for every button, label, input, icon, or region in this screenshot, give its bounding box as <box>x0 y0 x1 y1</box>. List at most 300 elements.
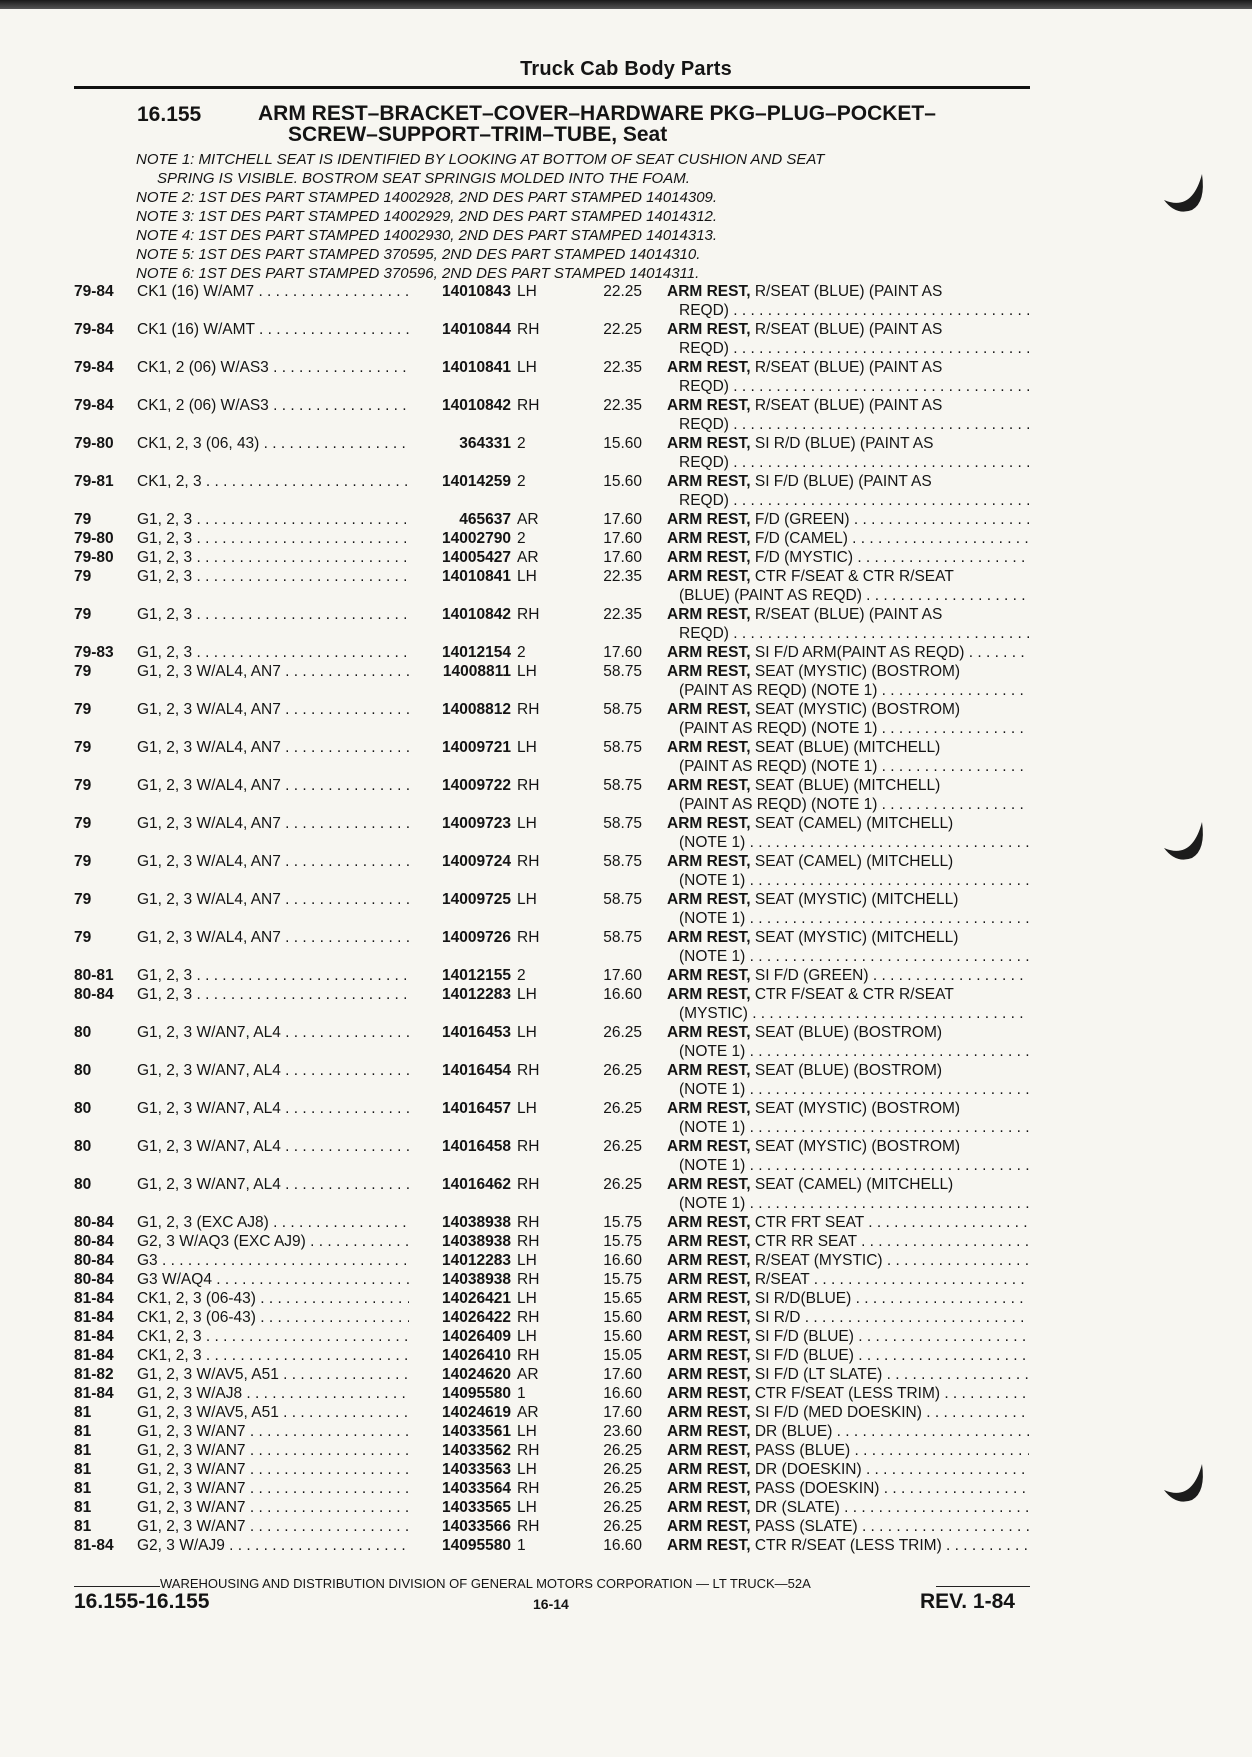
binder-hole-mark <box>1162 820 1208 866</box>
parts-list <box>0 282 1252 1555</box>
part-number: 14026410 <box>442 1347 511 1364</box>
description <box>667 605 1029 643</box>
description <box>667 510 1029 529</box>
description-name: ARM REST, <box>667 606 751 623</box>
model-years: 79-84 <box>74 359 114 376</box>
list-item <box>0 320 1252 358</box>
part-number: 14010842 <box>442 606 511 623</box>
model-years: 79 <box>74 777 92 794</box>
quantity: AR <box>517 549 539 566</box>
description-detail: F/D (MYSTIC) <box>750 549 854 566</box>
description-detail: SEAT (MYSTIC) (BOSTROM) <box>750 1138 961 1155</box>
description <box>667 1270 1029 1289</box>
quantity: RH <box>517 929 540 946</box>
description <box>667 1251 1029 1270</box>
description <box>667 776 1029 814</box>
application: CK1, 2 (06) W/AS3 . . . <box>137 396 409 415</box>
part-number: 14010842 <box>442 397 511 414</box>
quantity: 2 <box>517 967 526 984</box>
price: 26.25 <box>603 1518 642 1535</box>
model-years: 80 <box>74 1176 92 1193</box>
description <box>667 1099 1029 1137</box>
application: G2, 3 W/AQ3 (EXC AJ9) . . . <box>137 1232 409 1251</box>
quantity: RH <box>517 1233 540 1250</box>
model-years: 79 <box>74 663 92 680</box>
description-detail: DR (SLATE) <box>750 1499 840 1516</box>
description-name: ARM REST, <box>667 815 751 832</box>
description <box>667 434 1029 472</box>
quantity: RH <box>517 1518 540 1535</box>
quantity: AR <box>517 511 539 528</box>
description-line-1 <box>667 643 1029 662</box>
price: 16.60 <box>603 1385 642 1402</box>
list-item <box>0 1289 1252 1308</box>
description-line-1 <box>667 396 1029 415</box>
description-name: ARM REST, <box>667 1252 751 1269</box>
application: G1, 2, 3 W/AL4, AN7 . . . <box>137 700 409 719</box>
price: 17.60 <box>603 530 642 547</box>
model-years: 81 <box>74 1423 92 1440</box>
description <box>667 1289 1029 1308</box>
description <box>667 1441 1029 1460</box>
price: 22.25 <box>603 283 642 300</box>
description-detail: F/D (CAMEL) <box>750 530 848 547</box>
application: G1, 2, 3 . . . <box>137 548 409 567</box>
application: G1, 2, 3 W/AN7 . . . <box>137 1441 409 1460</box>
model-years: 79-80 <box>74 530 114 547</box>
application: G1, 2, 3 W/AN7 . . . <box>137 1479 409 1498</box>
part-number: 14038938 <box>442 1233 511 1250</box>
price: 26.25 <box>603 1024 642 1041</box>
description-line-1 <box>667 605 1029 624</box>
description-line-1 <box>667 1536 1029 1555</box>
quantity: RH <box>517 1442 540 1459</box>
quantity: LH <box>517 1252 537 1269</box>
model-years: 80-84 <box>74 1271 114 1288</box>
description-detail: SEAT (BLUE) (MITCHELL) <box>750 739 941 756</box>
description <box>667 985 1029 1023</box>
description-name: ARM REST, <box>667 929 751 946</box>
list-item <box>0 1232 1252 1251</box>
description-name: ARM REST, <box>667 777 751 794</box>
description-detail: PASS (DOESKIN) <box>750 1480 880 1497</box>
application: G1, 2, 3 W/AN7 . . . <box>137 1498 409 1517</box>
description-line-1 <box>667 548 1029 567</box>
description-line-1 <box>667 1232 1029 1251</box>
application: G1, 2, 3 (EXC AJ8) . . . <box>137 1213 409 1232</box>
part-number: 14026421 <box>442 1290 511 1307</box>
quantity: 1 <box>517 1385 526 1402</box>
part-number: 14095580 <box>442 1385 511 1402</box>
price: 17.60 <box>603 644 642 661</box>
description-line-2: (NOTE 1) . . . <box>667 871 1029 890</box>
application: CK1, 2, 3 . . . <box>137 1327 409 1346</box>
list-item <box>0 1137 1252 1175</box>
application: G1, 2, 3 W/AN7 . . . <box>137 1422 409 1441</box>
part-number: 14095580 <box>442 1537 511 1554</box>
part-number: 465637 <box>459 511 511 528</box>
description <box>667 643 1029 662</box>
list-item <box>0 529 1252 548</box>
description-detail: SI F/D (BLUE) <box>750 1347 854 1364</box>
description-line-1 <box>667 434 1029 453</box>
application: G1, 2, 3 W/AV5, A51 . . . <box>137 1403 409 1422</box>
quantity: LH <box>517 1423 537 1440</box>
description-line-2: (NOTE 1) . . . <box>667 947 1029 966</box>
price: 26.25 <box>603 1100 642 1117</box>
price: 17.60 <box>603 1404 642 1421</box>
description <box>667 396 1029 434</box>
list-item <box>0 985 1252 1023</box>
note-line: NOTE 5: 1ST DES PART STAMPED 370595, 2ND DES PART STAMPED 14014310. <box>136 246 701 263</box>
model-years: 79 <box>74 606 92 623</box>
price: 17.60 <box>603 967 642 984</box>
part-number: 14012283 <box>442 1252 511 1269</box>
quantity: LH <box>517 1024 537 1041</box>
price: 22.25 <box>603 321 642 338</box>
model-years: 80 <box>74 1100 92 1117</box>
description-name: ARM REST, <box>667 1480 751 1497</box>
description <box>667 662 1029 700</box>
price: 22.35 <box>603 606 642 623</box>
list-item <box>0 1061 1252 1099</box>
description-detail: SI R/D(BLUE) <box>750 1290 852 1307</box>
note-line: SPRING IS VISIBLE. BOSTROM SEAT SPRINGIS MOLDED INTO THE FOAM. <box>157 170 690 187</box>
list-item <box>0 643 1252 662</box>
description-line-2: (NOTE 1) . . . <box>667 1118 1029 1137</box>
part-number: 14016462 <box>442 1176 511 1193</box>
model-years: 81-84 <box>74 1347 114 1364</box>
description-detail: R/SEAT (BLUE) (PAINT AS <box>750 397 943 414</box>
description-line-2: REQD) . . . <box>667 491 1029 510</box>
model-years: 80-84 <box>74 1252 114 1269</box>
description-name: ARM REST, <box>667 1518 751 1535</box>
description <box>667 1308 1029 1327</box>
footer-revision: REV. 1-84 <box>920 1590 1015 1613</box>
description-line-1 <box>667 320 1029 339</box>
quantity: LH <box>517 986 537 1003</box>
top-edge-bar <box>0 0 1252 9</box>
description <box>667 1232 1029 1251</box>
price: 23.60 <box>603 1423 642 1440</box>
model-years: 81 <box>74 1499 92 1516</box>
description-detail: DR (DOESKIN) <box>750 1461 862 1478</box>
description-line-1 <box>667 1441 1029 1460</box>
list-item <box>0 1498 1252 1517</box>
description-line-2: REQD) . . . <box>667 415 1029 434</box>
list-item <box>0 548 1252 567</box>
list-item <box>0 1384 1252 1403</box>
list-item <box>0 1099 1252 1137</box>
application: CK1 (16) W/AM7 . . . <box>137 282 409 301</box>
part-number: 14024619 <box>442 1404 511 1421</box>
description <box>667 1327 1029 1346</box>
description-line-1 <box>667 282 1029 301</box>
description-detail: SEAT (MYSTIC) (BOSTROM) <box>750 1100 961 1117</box>
part-number: 14012154 <box>442 644 511 661</box>
description-detail: R/SEAT (BLUE) (PAINT AS <box>750 606 943 623</box>
application: CK1, 2, 3 (06-43) . . . <box>137 1308 409 1327</box>
model-years: 81 <box>74 1461 92 1478</box>
list-item <box>0 358 1252 396</box>
quantity: RH <box>517 1309 540 1326</box>
application: G1, 2, 3 . . . <box>137 643 409 662</box>
part-number: 14024620 <box>442 1366 511 1383</box>
description-detail: CTR FRT SEAT <box>750 1214 864 1231</box>
description <box>667 548 1029 567</box>
description-name: ARM REST, <box>667 530 751 547</box>
description-detail: CTR R/SEAT (LESS TRIM) <box>750 1537 942 1554</box>
description-detail: SEAT (CAMEL) (MITCHELL) <box>750 815 954 832</box>
list-item <box>0 282 1252 320</box>
description-detail: SEAT (MYSTIC) (BOSTROM) <box>750 663 961 680</box>
price: 26.25 <box>603 1176 642 1193</box>
list-item <box>0 434 1252 472</box>
description-line-1 <box>667 472 1029 491</box>
application: CK1, 2, 3 (06, 43) . . . <box>137 434 409 453</box>
description-line-2: (NOTE 1) . . . <box>667 833 1029 852</box>
description-name: ARM REST, <box>667 1233 751 1250</box>
part-number: 14016454 <box>442 1062 511 1079</box>
description-name: ARM REST, <box>667 359 751 376</box>
description-line-1 <box>667 814 1029 833</box>
part-number: 14012283 <box>442 986 511 1003</box>
price: 26.25 <box>603 1499 642 1516</box>
application: G1, 2, 3 . . . <box>137 567 409 586</box>
price: 16.60 <box>603 986 642 1003</box>
description-name: ARM REST, <box>667 1328 751 1345</box>
price: 58.75 <box>603 701 642 718</box>
model-years: 81 <box>74 1442 92 1459</box>
description <box>667 1384 1029 1403</box>
list-item <box>0 1536 1252 1555</box>
description-line-2: (NOTE 1) . . . <box>667 1080 1029 1099</box>
application: G1, 2, 3 W/AL4, AN7 . . . <box>137 738 409 757</box>
description-detail: SI R/D (BLUE) (PAINT AS <box>750 435 934 452</box>
description-detail: SI F/D ARM(PAINT AS REQD) <box>750 644 965 661</box>
model-years: 79 <box>74 853 92 870</box>
application: G1, 2, 3 . . . <box>137 605 409 624</box>
list-item <box>0 966 1252 985</box>
description <box>667 567 1029 605</box>
model-years: 79-80 <box>74 435 114 452</box>
description-line-2: (PAINT AS REQD) (NOTE 1) . . . <box>667 757 1029 776</box>
quantity: LH <box>517 815 537 832</box>
description-name: ARM REST, <box>667 1271 751 1288</box>
model-years: 79-84 <box>74 397 114 414</box>
footer-rule-right <box>936 1586 1030 1587</box>
description <box>667 472 1029 510</box>
description-name: ARM REST, <box>667 1347 751 1364</box>
description-line-2: (NOTE 1) . . . <box>667 1194 1029 1213</box>
list-item <box>0 738 1252 776</box>
description-line-2: REQD) . . . <box>667 301 1029 320</box>
section-title-line-1: ARM REST–BRACKET–COVER–HARDWARE PKG–PLUG–POCKET– <box>258 102 936 125</box>
quantity: RH <box>517 1062 540 1079</box>
footer-page-number: 16-14 <box>533 1596 569 1612</box>
application: G1, 2, 3 W/AL4, AN7 . . . <box>137 814 409 833</box>
quantity: RH <box>517 1138 540 1155</box>
description-detail: R/SEAT (BLUE) (PAINT AS <box>750 283 943 300</box>
application: G3 . . . <box>137 1251 409 1270</box>
description-detail: R/SEAT (BLUE) (PAINT AS <box>750 321 943 338</box>
application: G1, 2, 3 . . . <box>137 985 409 1004</box>
application: G1, 2, 3 W/AL4, AN7 . . . <box>137 928 409 947</box>
price: 58.75 <box>603 739 642 756</box>
note-line: NOTE 4: 1ST DES PART STAMPED 14002930, 2ND DES PART STAMPED 14014313. <box>136 227 718 244</box>
application: G1, 2, 3 W/AL4, AN7 . . . <box>137 852 409 871</box>
application: G1, 2, 3 . . . <box>137 529 409 548</box>
description-line-1 <box>667 738 1029 757</box>
description-detail: SI R/D <box>750 1309 801 1326</box>
list-item <box>0 1517 1252 1536</box>
price: 26.25 <box>603 1442 642 1459</box>
description-line-1 <box>667 1403 1029 1422</box>
description-name: ARM REST, <box>667 321 751 338</box>
part-number: 14009721 <box>442 739 511 756</box>
part-number: 14038938 <box>442 1214 511 1231</box>
note-line: NOTE 2: 1ST DES PART STAMPED 14002928, 2ND DES PART STAMPED 14014309. <box>136 189 718 206</box>
price: 17.60 <box>603 549 642 566</box>
quantity: RH <box>517 1347 540 1364</box>
description <box>667 738 1029 776</box>
application: CK1, 2, 3 . . . <box>137 1346 409 1365</box>
description-name: ARM REST, <box>667 701 751 718</box>
price: 58.75 <box>603 929 642 946</box>
list-item <box>0 662 1252 700</box>
description-name: ARM REST, <box>667 435 751 452</box>
description-line-1 <box>667 1498 1029 1517</box>
description-detail: SEAT (BLUE) (BOSTROM) <box>750 1062 943 1079</box>
part-number: 14026409 <box>442 1328 511 1345</box>
price: 15.75 <box>603 1214 642 1231</box>
price: 22.35 <box>603 359 642 376</box>
model-years: 81-84 <box>74 1309 114 1326</box>
application: CK1 (16) W/AMT . . . <box>137 320 409 339</box>
description-name: ARM REST, <box>667 1442 751 1459</box>
description-detail: SEAT (MYSTIC) (BOSTROM) <box>750 701 961 718</box>
description-line-1 <box>667 662 1029 681</box>
description-line-1 <box>667 529 1029 548</box>
description-detail: SI F/D (MED DOESKIN) <box>750 1404 922 1421</box>
description-name: ARM REST, <box>667 549 751 566</box>
price: 26.25 <box>603 1062 642 1079</box>
part-number: 14002790 <box>442 530 511 547</box>
description-name: ARM REST, <box>667 1385 751 1402</box>
description-detail: SEAT (CAMEL) (MITCHELL) <box>750 853 954 870</box>
description-name: ARM REST, <box>667 1290 751 1307</box>
footer-section-range: 16.155-16.155 <box>74 1590 210 1613</box>
application: G1, 2, 3 . . . <box>137 510 409 529</box>
footer-rule-left <box>74 1586 160 1587</box>
model-years: 81-84 <box>74 1385 114 1402</box>
description-name: ARM REST, <box>667 397 751 414</box>
list-item <box>0 776 1252 814</box>
part-number: 14009725 <box>442 891 511 908</box>
quantity: RH <box>517 606 540 623</box>
part-number: 14010844 <box>442 321 511 338</box>
quantity: 2 <box>517 435 526 452</box>
description-name: ARM REST, <box>667 568 751 585</box>
list-item <box>0 472 1252 510</box>
description-line-2: (NOTE 1) . . . <box>667 909 1029 928</box>
description-line-1 <box>667 1251 1029 1270</box>
list-item <box>0 1479 1252 1498</box>
description-line-1 <box>667 1137 1029 1156</box>
description-line-1 <box>667 1346 1029 1365</box>
description-line-2: (PAINT AS REQD) (NOTE 1) . . . <box>667 795 1029 814</box>
quantity: LH <box>517 568 537 585</box>
description-line-1 <box>667 1061 1029 1080</box>
description-detail: SEAT (BLUE) (MITCHELL) <box>750 777 941 794</box>
description-name: ARM REST, <box>667 1024 751 1041</box>
description-line-1 <box>667 890 1029 909</box>
part-number: 14010843 <box>442 283 511 300</box>
quantity: RH <box>517 1271 540 1288</box>
list-item <box>0 1403 1252 1422</box>
description <box>667 1213 1029 1232</box>
part-number: 14038938 <box>442 1271 511 1288</box>
quantity: RH <box>517 1214 540 1231</box>
model-years: 79 <box>74 701 92 718</box>
binder-hole-mark <box>1162 1462 1208 1508</box>
model-years: 79 <box>74 929 92 946</box>
description-name: ARM REST, <box>667 1366 751 1383</box>
description-line-1 <box>667 1422 1029 1441</box>
description-detail: SEAT (BLUE) (BOSTROM) <box>750 1024 943 1041</box>
description-line-2: (NOTE 1) . . . <box>667 1156 1029 1175</box>
list-item <box>0 1327 1252 1346</box>
description-line-2: REQD) . . . <box>667 453 1029 472</box>
description-name: ARM REST, <box>667 1309 751 1326</box>
quantity: AR <box>517 1366 539 1383</box>
description-detail: SI F/D (LT SLATE) <box>750 1366 883 1383</box>
description-line-1 <box>667 776 1029 795</box>
description-name: ARM REST, <box>667 1138 751 1155</box>
model-years: 80 <box>74 1024 92 1041</box>
description-detail: SEAT (MYSTIC) (MITCHELL) <box>750 891 959 908</box>
quantity: LH <box>517 739 537 756</box>
description <box>667 1422 1029 1441</box>
application: G1, 2, 3 W/AN7, AL4 . . . <box>137 1061 409 1080</box>
quantity: LH <box>517 359 537 376</box>
model-years: 80-84 <box>74 1233 114 1250</box>
description-line-2: (PAINT AS REQD) (NOTE 1) . . . <box>667 681 1029 700</box>
price: 26.25 <box>603 1138 642 1155</box>
quantity: LH <box>517 1461 537 1478</box>
model-years: 79 <box>74 511 92 528</box>
application: G1, 2, 3 W/AJ8 . . . <box>137 1384 409 1403</box>
part-number: 14008812 <box>442 701 511 718</box>
quantity: LH <box>517 283 537 300</box>
quantity: RH <box>517 1176 540 1193</box>
description-line-1 <box>667 1270 1029 1289</box>
description-name: ARM REST, <box>667 1499 751 1516</box>
model-years: 80-84 <box>74 1214 114 1231</box>
price: 17.60 <box>603 1366 642 1383</box>
description <box>667 1346 1029 1365</box>
price: 15.60 <box>603 435 642 452</box>
list-item <box>0 510 1252 529</box>
description-detail: CTR F/SEAT & CTR R/SEAT <box>750 986 954 1003</box>
price: 58.75 <box>603 891 642 908</box>
price: 15.60 <box>603 1309 642 1326</box>
description-name: ARM REST, <box>667 1214 751 1231</box>
quantity: RH <box>517 397 540 414</box>
description-name: ARM REST, <box>667 644 751 661</box>
application: CK1, 2, 3 . . . <box>137 472 409 491</box>
description-line-2: REQD) . . . <box>667 624 1029 643</box>
